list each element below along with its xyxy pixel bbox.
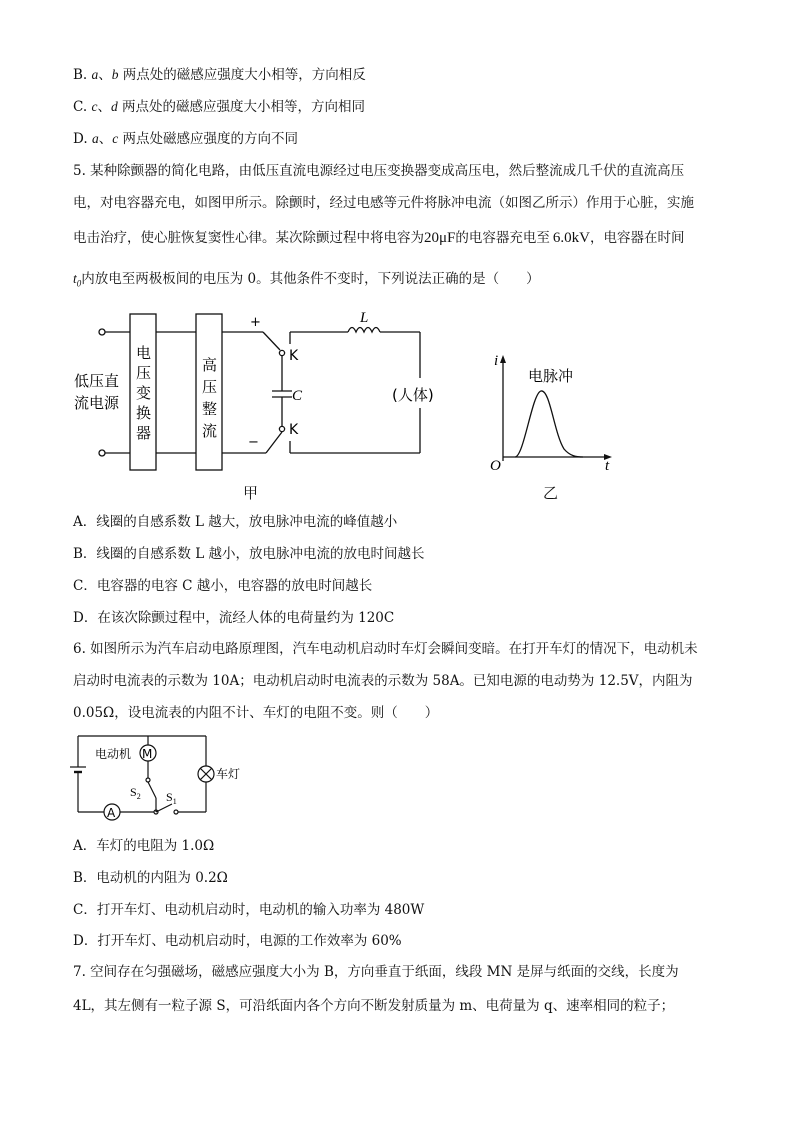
q6-option-c: C．打开车灯、电动机启动时，电动机的输入功率为 480W (73, 902, 425, 918)
q5-stem-line4: $t_0$内放电至两极板间的电压为 0。其他条件不变时，下列说法正确的是（ ） (73, 271, 540, 289)
switch-s1-label: $S_1$ (166, 790, 177, 806)
switch-k-top: K (289, 348, 299, 364)
source-label-1: 低压直 (74, 372, 120, 390)
converter-char-5: 器 (136, 424, 152, 442)
plus-sign: + (250, 315, 261, 330)
i-axis-label: i (494, 353, 499, 369)
q5-stem-line3: 电击治疗，使心脏恢复窦性心律。某次除颤过程中将电容为20μF的电容器充电至 6.0kV，电容器在时间 (73, 230, 685, 246)
lamp-label: 车灯 (216, 767, 241, 781)
q4-option-d: D. a、c 两点处磁感应强度的方向不同 (73, 131, 298, 147)
q7-stem-line1: 7. 空间存在匀强磁场，磁感应强度大小为 B，方向垂直于纸面，线段 MN 是屏与纸面的交线，长度为 (73, 964, 679, 980)
rectifier-char-2: 压 (202, 378, 218, 396)
pulse-curve (515, 391, 583, 457)
human-body-label: (人体) (392, 386, 434, 404)
motor-label: 电动机 (95, 747, 132, 761)
rectifier-char-3: 整 (202, 400, 218, 418)
capacitance-value: 20μF (424, 230, 456, 246)
q5-option-c: C．电容器的电容 C 越小，电容器的放电时间越长 (73, 578, 373, 594)
q5-stem-line2: 电，对电容器充电，如图甲所示。除颤时，经过电感等元件将脉冲电流（如图乙所示）作用于心脏，实施 (73, 195, 694, 211)
figure-yi-pulse-chart (488, 345, 618, 475)
converter-char-4: 换 (136, 404, 152, 422)
motor-letter: M (142, 747, 153, 761)
q6-option-d: D．打开车灯、电动机启动时，电源的工作效率为 60% (73, 933, 402, 949)
q6-stem-line2: 启动时电流表的示数为 10A；电动机启动时电流表的示数为 58A。已知电源的电动势为 12.5V，内阻为 (73, 673, 693, 689)
converter-char-3: 变 (136, 384, 152, 402)
origin-label: O (490, 458, 501, 474)
rectifier-char-4: 流 (202, 422, 218, 440)
t-axis-label: t (605, 458, 610, 474)
converter-char-1: 电 (136, 344, 152, 362)
q5-option-d: D．在该次除颤过程中，流经人体的电荷量约为 120C (73, 610, 395, 626)
ammeter-letter: A (107, 806, 116, 820)
q5-option-b: B．线圈的自感系数 L 越小，放电脉冲电流的放电时间越长 (73, 546, 425, 562)
figure-jia-circuit (70, 308, 440, 503)
q6-option-a: A．车灯的电阻为 1.0Ω (73, 838, 215, 854)
q6-stem-line1: 6. 如图所示为汽车启动电路原理图，汽车电动机启动时车灯会瞬间变暗。在打开车灯的情况下，电动机未 (73, 641, 698, 657)
motor-symbol (140, 745, 156, 761)
switch-s2-label: $S_2$ (130, 785, 141, 801)
q7-stem-line2: 4L，其左侧有一粒子源 S，可沿纸面内各个方向不断发射质量为 m、电荷量为 q、速率相同的粒子； (73, 998, 675, 1014)
q5-option-a: A．线圈的自感系数 L 越大，放电脉冲电流的峰值越小 (73, 514, 398, 530)
voltage-value: 6.0kV (552, 230, 590, 246)
capacitor-label: C (292, 388, 303, 404)
minus-sign: − (248, 435, 259, 450)
q4-option-c: C. c、d 两点处的磁感应强度大小相等，方向相同 (73, 99, 365, 115)
rectifier-char-1: 高 (202, 356, 218, 374)
q6-stem-line3: 0.05Ω，设电流表的内阻不计、车灯的电阻不变。则（ ） (73, 705, 439, 721)
q4-option-b: B. a、b 两点处的磁感应强度大小相等，方向相反 (73, 67, 366, 83)
q5-stem-line1: 5. 某种除颤器的简化电路，由低压直流电源经过电压变换器变成高压电，然后整流成几千伏的直流高压 (73, 163, 685, 179)
figure-q6-circuit (66, 730, 256, 825)
inductor-label: L (360, 310, 369, 326)
source-label-2: 流电源 (74, 394, 120, 412)
lamp-symbol (198, 766, 214, 782)
switch-k-bottom: K (289, 422, 299, 438)
q6-option-b: B．电动机的内阻为 0.2Ω (73, 870, 228, 886)
converter-char-2: 压 (136, 364, 152, 382)
pulse-title: 电脉冲 (528, 367, 574, 385)
ammeter-symbol (104, 804, 120, 820)
figure-yi-caption: 乙 (543, 484, 559, 502)
figure-jia-caption: 甲 (243, 484, 259, 502)
